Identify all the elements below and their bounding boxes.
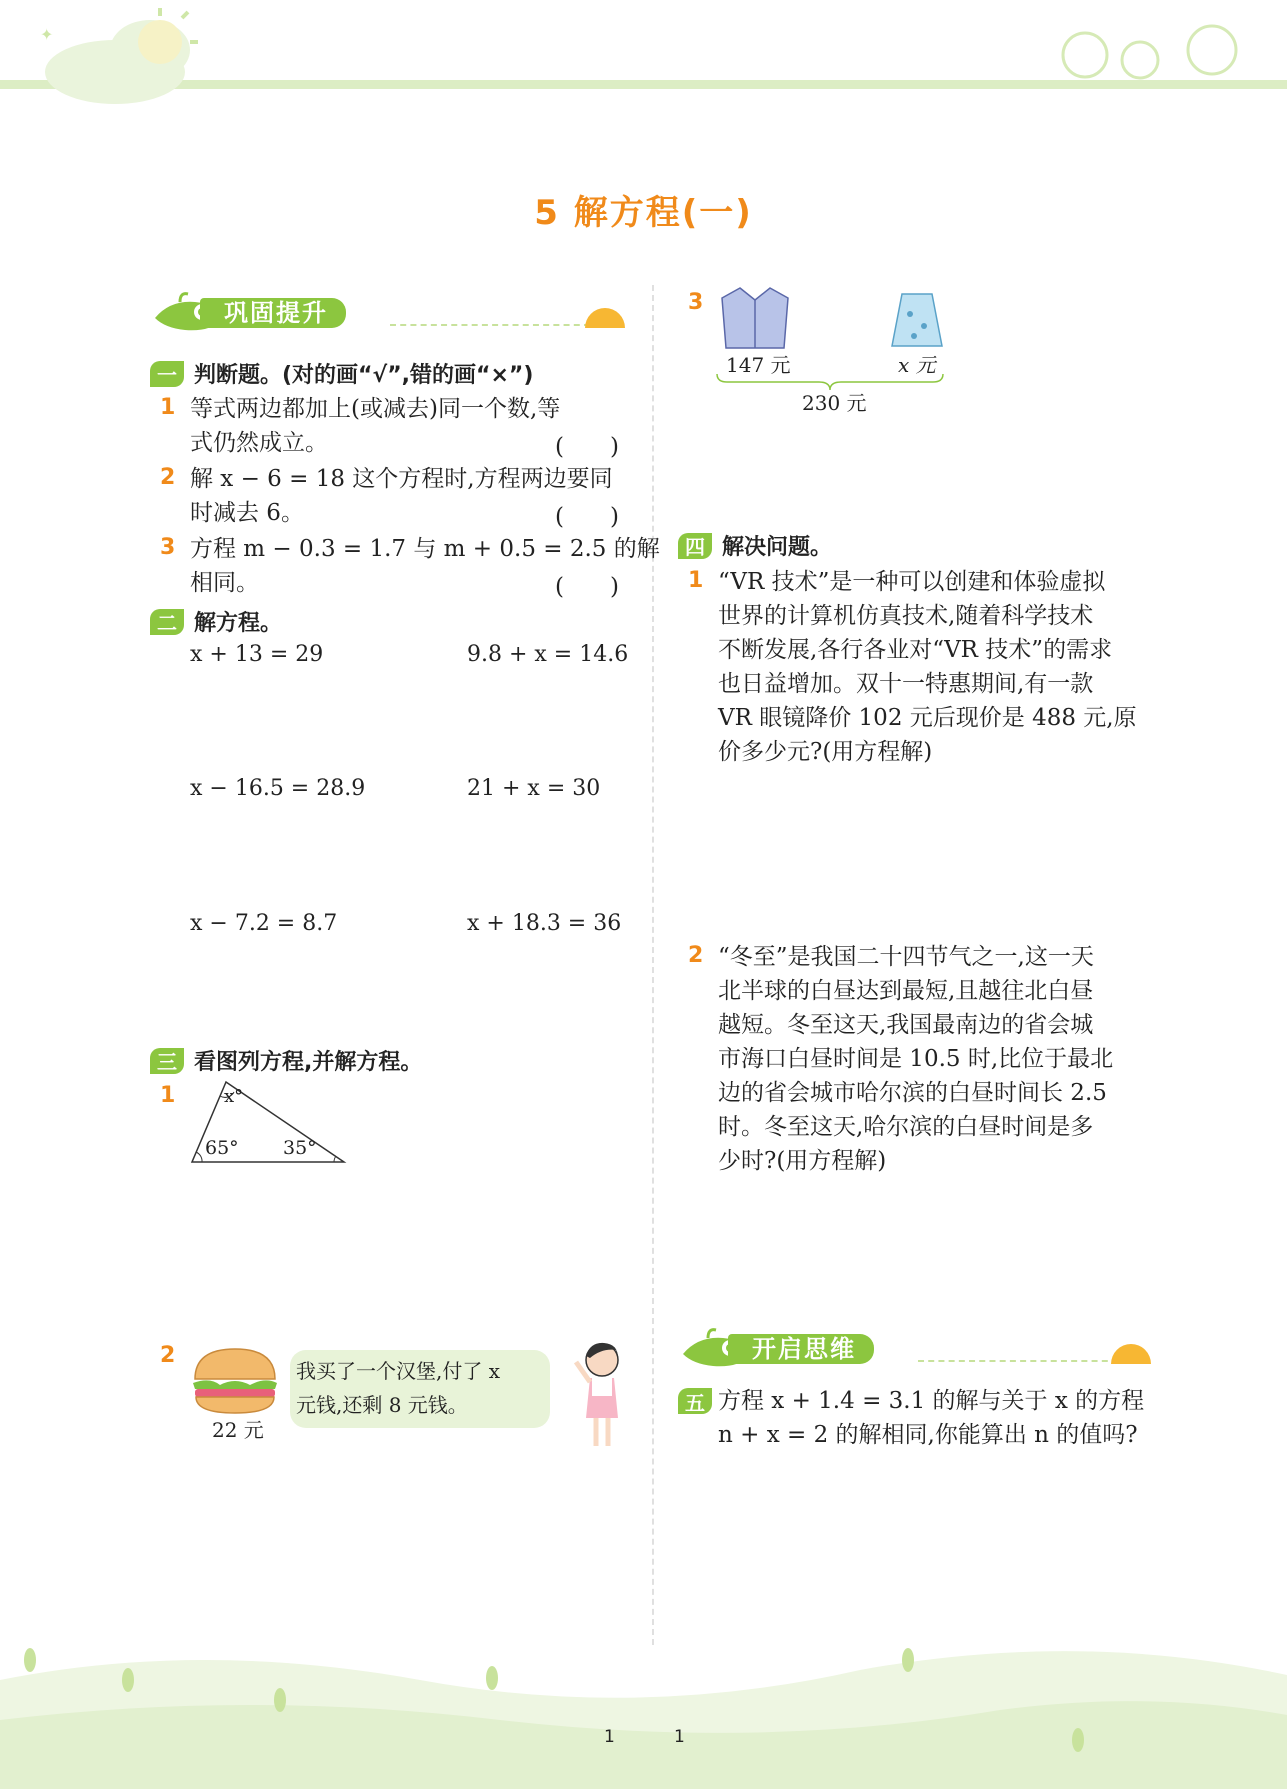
- section-solve: [150, 606, 282, 637]
- svg-text:✦: ✦: [40, 25, 54, 44]
- angle-label-top: x°: [224, 1086, 244, 1107]
- section-problems: [678, 530, 832, 561]
- section-label: 解方程。: [194, 611, 283, 636]
- banner-consolidate: [150, 290, 630, 336]
- equation: 9.8 + x = 14.6: [467, 642, 629, 667]
- hamburger-icon: [190, 1345, 280, 1417]
- section-label: 看图列方程,并解方程。: [194, 1050, 423, 1075]
- section-badge: 四: [678, 533, 712, 559]
- judge-line: 式仍然成立。: [190, 430, 328, 456]
- girl-illustration: [570, 1338, 630, 1458]
- problem-line: “冬至”是我国二十四节气之一,这一天: [718, 944, 1094, 970]
- answer-blank[interactable]: ( ): [555, 504, 619, 530]
- answer-blank[interactable]: ( ): [555, 574, 619, 600]
- problem-line: 世界的计算机仿真技术,随着科学技术: [718, 603, 1094, 629]
- section-label: 判断题。(对的画“√”,错的画“×”): [194, 363, 534, 388]
- jacket-icon: [718, 284, 792, 354]
- judge-line: 相同。: [190, 570, 259, 596]
- angle-label-right: 35°: [283, 1137, 317, 1159]
- skirt-price: x 元: [898, 353, 936, 377]
- picture-q3-number: 3: [688, 290, 704, 315]
- page-title: 5 解方程(一): [534, 193, 753, 233]
- speech-line: 我买了一个汉堡,付了 x: [296, 1359, 500, 1383]
- speech-bubble: [290, 1350, 550, 1428]
- problem-line: VR 眼镜降价 102 元后现价是 488 元,原: [718, 705, 1137, 731]
- page-number-left: 1: [604, 1727, 615, 1747]
- section-badge: 二: [150, 609, 184, 635]
- footer-hills: [0, 1620, 1287, 1789]
- problem-line: “VR 技术”是一种可以创建和体验虚拟: [718, 569, 1106, 595]
- problem-line: 边的省会城市哈尔滨的白昼时间长 2.5: [718, 1080, 1107, 1106]
- column-divider: [652, 285, 654, 1645]
- problem-number: 2: [688, 943, 704, 968]
- judge-line: 等式两边都加上(或减去)同一个数,等: [190, 396, 561, 422]
- section-badge: 三: [150, 1048, 184, 1074]
- equation: x − 16.5 = 28.9: [190, 776, 366, 801]
- judge-line: 时减去 6。: [190, 500, 304, 526]
- skirt-icon: [890, 290, 944, 350]
- section-badge: 五: [678, 1388, 712, 1414]
- section-label: 解决问题。: [722, 535, 833, 560]
- judge-number: 3: [160, 535, 176, 560]
- judge-line: 方程 m − 0.3 = 1.7 与 m + 0.5 = 2.5 的解: [190, 536, 660, 562]
- section-thinking: [678, 1388, 712, 1414]
- thinking-line: n + x = 2 的解相同,你能算出 n 的值吗?: [718, 1422, 1138, 1448]
- total-brace: [715, 372, 945, 392]
- banner-thinking: [678, 1326, 1158, 1372]
- answer-blank[interactable]: ( ): [555, 434, 619, 460]
- picture-q2-number: 2: [160, 1343, 176, 1368]
- equation: x + 18.3 = 36: [467, 911, 622, 936]
- problem-line: 越短。冬至这天,我国最南边的省会城: [718, 1012, 1094, 1038]
- problem-line: 时。冬至这天,哈尔滨的白昼时间是多: [718, 1114, 1094, 1140]
- hamburger-price: 22 元: [212, 1418, 264, 1442]
- banner-thinking-label: 开启思维: [728, 1334, 874, 1364]
- page-number-right: 1: [674, 1727, 685, 1747]
- problem-line: 北半球的白昼达到最短,且越往北白昼: [718, 978, 1094, 1004]
- equation: x − 7.2 = 8.7: [190, 911, 338, 936]
- judge-line: 解 x − 6 = 18 这个方程时,方程两边要同: [190, 466, 613, 492]
- problem-line: 价多少元?(用方程解): [718, 739, 933, 765]
- speech-line: 元钱,还剩 8 元钱。: [296, 1393, 468, 1417]
- jacket-price: 147 元: [726, 353, 791, 377]
- banner-consolidate-label: 巩固提升: [200, 298, 346, 328]
- problem-line: 不断发展,各行各业对“VR 技术”的需求: [718, 637, 1113, 663]
- thinking-line: 方程 x + 1.4 = 3.1 的解与关于 x 的方程: [718, 1388, 1145, 1414]
- problem-number: 1: [688, 568, 704, 593]
- section-badge: 一: [150, 361, 184, 387]
- equation: 21 + x = 30: [467, 776, 601, 801]
- picture-q1-number: 1: [160, 1083, 176, 1108]
- judge-number: 1: [160, 395, 176, 420]
- section-judge: [150, 358, 533, 389]
- problem-line: 市海口白昼时间是 10.5 时,比位于最北: [718, 1046, 1114, 1072]
- judge-number: 2: [160, 465, 176, 490]
- problem-line: 也日益增加。双十一特惠期间,有一款: [718, 671, 1094, 697]
- equation: x + 13 = 29: [190, 642, 324, 667]
- angle-label-left: 65°: [205, 1137, 239, 1159]
- header-decoration: [0, 0, 1287, 120]
- sun-icon: [580, 300, 630, 330]
- section-picture: [150, 1045, 422, 1076]
- sun-icon: [1106, 1336, 1156, 1366]
- problem-line: 少时?(用方程解): [718, 1148, 887, 1174]
- total-price: 230 元: [802, 391, 867, 415]
